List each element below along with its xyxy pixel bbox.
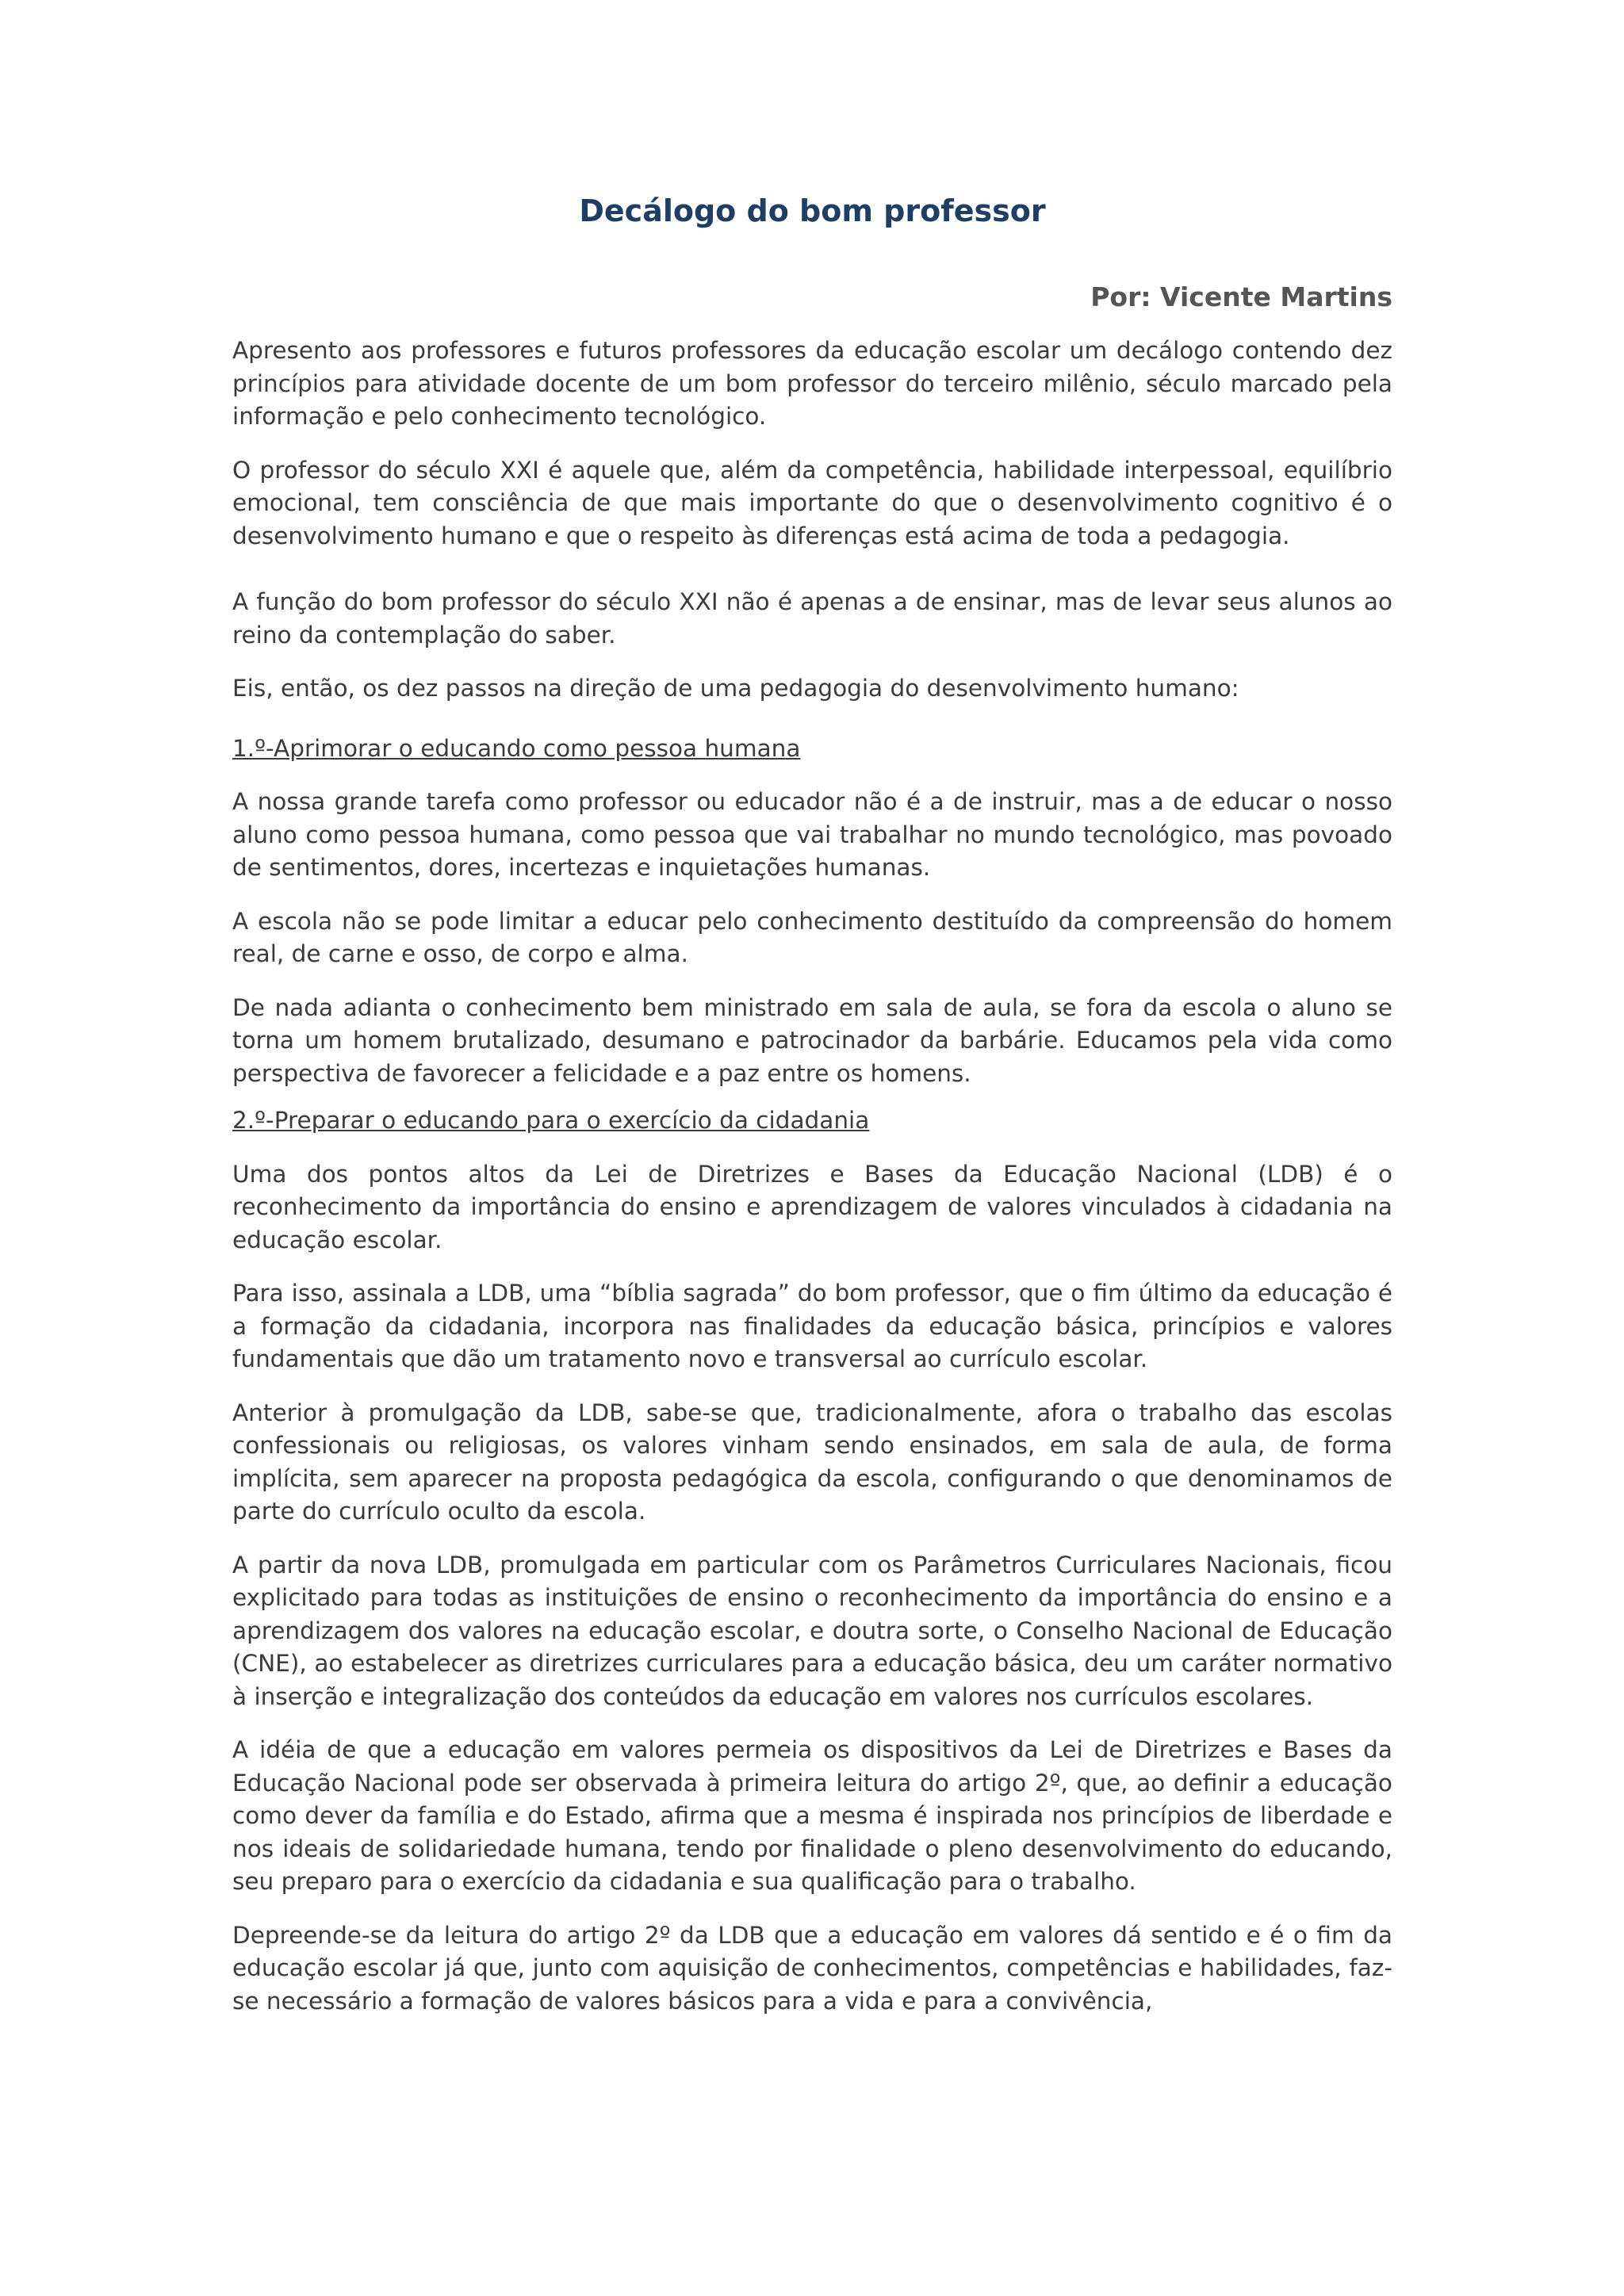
paragraph: Uma dos pontos altos da Lei de Diretrizes e Bases da Educação Nacional (LDB) é o reconhecimento da importância do ensino e aprendizagem de valores vinculados à cidadania na educação escolar. [232, 1160, 1392, 1253]
paragraph: A função do bom professor do século XXI não é apenas a de ensinar, mas de levar seus alunos ao reino da contemplação do saber. [232, 588, 1392, 649]
section-heading-1: 1.º-Aprimorar o educando como pessoa humana [232, 734, 801, 762]
paragraph: Eis, então, os dez passos na direção de uma pedagogia do desenvolvimento humano: [232, 675, 1239, 702]
document-title: Decálogo do bom professor [579, 193, 1046, 228]
paragraph: Depreende-se da leitura do artigo 2º da LDB que a educação em valores dá sentido e é o fim da educação escolar já que, junto com aquisição de conhecimentos, competências e habilidades, faz-se necessário a formação de valores básicos para a vida e para a convivência, [232, 1921, 1392, 2015]
paragraph: De nada adianta o conhecimento bem ministrado em sala de aula, se fora da escola o aluno se torna um homem brutalizado, desumano e patrocinador da barbárie. Educamos pela vida como perspectiva de favorecer a felicidade e a paz entre os homens. [232, 993, 1392, 1087]
document-page [232, 189, 1392, 2038]
document-author: Por: Vicente Martins [1090, 281, 1392, 312]
paragraph: A partir da nova LDB, promulgada em particular com os Parâmetros Curriculares Nacionais, ficou explicitado para todas as instituições de ensino o reconhecimento da importância do ensino e a aprendizagem dos valores na educação escolar, e doutra sorte, o Conselho Nacional de Educação (CNE), ao estabelecer as diretrizes curriculares para a educação básica, deu um caráter normativo à inserção e integralização dos conteúdos da educação em valores nos currículos escolares. [232, 1551, 1392, 1710]
paragraph: Para isso, assinala a LDB, uma “bíblia sagrada” do bom professor, que o fim último da educação é a formação da cidadania, incorpora nas finalidades da educação básica, princípios e valores fundamentais que dão um tratamento novo e transversal ao currículo escolar. [232, 1280, 1392, 1372]
paragraph-intro: Apresento aos professores e futuros professores da educação escolar um decálogo contendo dez princípios para atividade docente de um bom professor do terceiro milênio, século marcado pela informação e pelo conhecimento tecnológico. [232, 337, 1392, 430]
section-heading-2: 2.º-Preparar o educando para o exercício da cidadania [232, 1107, 870, 1134]
paragraph: A nossa grande tarefa como professor ou educador não é a de instruir, mas a de educar o nosso aluno como pessoa humana, como pessoa que vai trabalhar no mundo tecnológico, mas povoado de sentimentos, dores, incertezas e inquietações humanas. [232, 788, 1392, 881]
paragraph: Anterior à promulgação da LDB, sabe-se que, tradicionalmente, afora o trabalho das escolas confessionais ou religiosas, os valores vinham sendo ensinados, em sala de aula, de forma implícita, sem aparecer na proposta pedagógica da escola, configurando o que denominamos de parte do currículo oculto da escola. [232, 1399, 1392, 1525]
paragraph: O professor do século XXI é aquele que, além da competência, habilidade interpessoal, equilíbrio emocional, tem consciência de que mais importante do que o desenvolvimento cognitivo é o desenvolvimento humano e que o respeito às diferenças está acima de toda a pedagogia. [232, 456, 1392, 549]
paragraph: A idéia de que a educação em valores permeia os dispositivos da Lei de Diretrizes e Bases da Educação Nacional pode ser observada à primeira leitura do artigo 2º, que, ao definir a educação como dever da família e do Estado, afirma que a mesma é inspirada nos princípios de liberdade e nos ideais de solidariedade humana, tendo por finalidade o pleno desenvolvimento do educando, seu preparo para o exercício da cidadania e sua qualificação para o trabalho. [232, 1736, 1392, 1895]
paragraph: A escola não se pode limitar a educar pelo conhecimento destituído da compreensão do homem real, de carne e osso, de corpo e alma. [232, 907, 1392, 967]
